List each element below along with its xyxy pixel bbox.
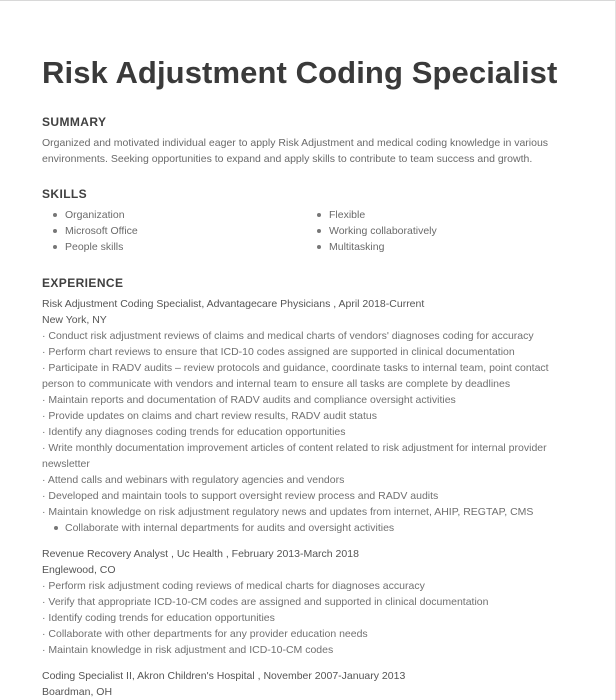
- duty-item: · Write monthly documentation improvement articles of content related to risk adjustment for internal provider newsletter: [42, 442, 547, 470]
- duty-item: · Developed and maintain tools to support oversight review process and RADV audits: [42, 490, 439, 502]
- experience-heading: EXPERIENCE: [42, 276, 124, 290]
- summary-heading: SUMMARY: [42, 115, 107, 129]
- job-location: New York, NY: [42, 314, 107, 326]
- summary-text: Organized and motivated individual eager to apply Risk Adjustment and medical coding knowledge in various environments. Seeking opportunities to expand and apply skills to contribute to team success and growth.: [42, 137, 549, 165]
- skills-list-left: [49, 207, 138, 255]
- skill-item: Multitasking: [313, 239, 437, 255]
- duty-item: · Maintain knowledge on risk adjustment regulatory news and updates from internet, AHIP, REGTAP, CMS: [42, 506, 534, 518]
- duty-item: · Provide updates on claims and chart review results, RADV audit status: [42, 410, 377, 422]
- skill-item: Microsoft Office: [49, 223, 138, 239]
- job-location: Englewood, CO: [42, 564, 116, 576]
- top-divider: [0, 0, 616, 1]
- job-duties: [42, 578, 582, 658]
- duty-item: · Identify coding trends for education opportunities: [42, 612, 275, 624]
- duty-item: · Verify that appropriate ICD-10-CM codes are assigned and supported in clinical documentation: [42, 596, 489, 608]
- skill-item: People skills: [49, 239, 138, 255]
- job-title: Risk Adjustment Coding Specialist, Advantagecare Physicians , April 2018-Current: [42, 298, 425, 310]
- job-title: Coding Specialist II, Akron Children's Hospital , November 2007-January 2013: [42, 670, 406, 682]
- skill-item: Working collaboratively: [313, 223, 437, 239]
- skill-item: Flexible: [313, 207, 437, 223]
- job-title: Revenue Recovery Analyst , Uc Health , February 2013-March 2018: [42, 548, 359, 560]
- duty-item: · Perform chart reviews to ensure that ICD-10 codes assigned are supported in clinical documentation: [42, 346, 515, 358]
- duty-item: · Participate in RADV audits – review protocols and guidance, coordinate tasks to internal team, point contact person to communicate with vendors and internal team to ensure all tasks are complete by deadlines: [42, 362, 549, 390]
- skills-list-right: [313, 207, 437, 255]
- job-entry: [42, 296, 582, 536]
- duty-item: [42, 520, 582, 536]
- job-entry: [42, 546, 582, 658]
- skills-heading: SKILLS: [42, 187, 88, 201]
- duty-item: · Conduct risk adjustment reviews of claims and medical charts of vendors' diagnoses coding for accuracy: [42, 330, 534, 342]
- job-entry: [42, 668, 582, 700]
- job-location: Boardman, OH: [42, 686, 113, 698]
- duty-item: · Collaborate with other departments for any provider education needs: [42, 628, 368, 640]
- duty-item: · Attend calls and webinars with regulatory agencies and vendors: [42, 474, 345, 486]
- duty-item: · Identify any diagnoses coding trends for education opportunities: [42, 426, 346, 438]
- duty-item: · Perform risk adjustment coding reviews of medical charts for diagnoses accuracy: [42, 580, 425, 592]
- duty-item: · Maintain reports and documentation of RADV audits and compliance oversight activities: [42, 394, 456, 406]
- job-duties: [42, 328, 582, 536]
- duty-text: Collaborate with internal departments for audits and oversight activities: [65, 522, 395, 534]
- resume-title: Risk Adjustment Coding Specialist: [42, 55, 558, 90]
- skill-item: Organization: [49, 207, 138, 223]
- duty-item: · Maintain knowledge in risk adjustment and ICD-10-CM codes: [42, 644, 334, 656]
